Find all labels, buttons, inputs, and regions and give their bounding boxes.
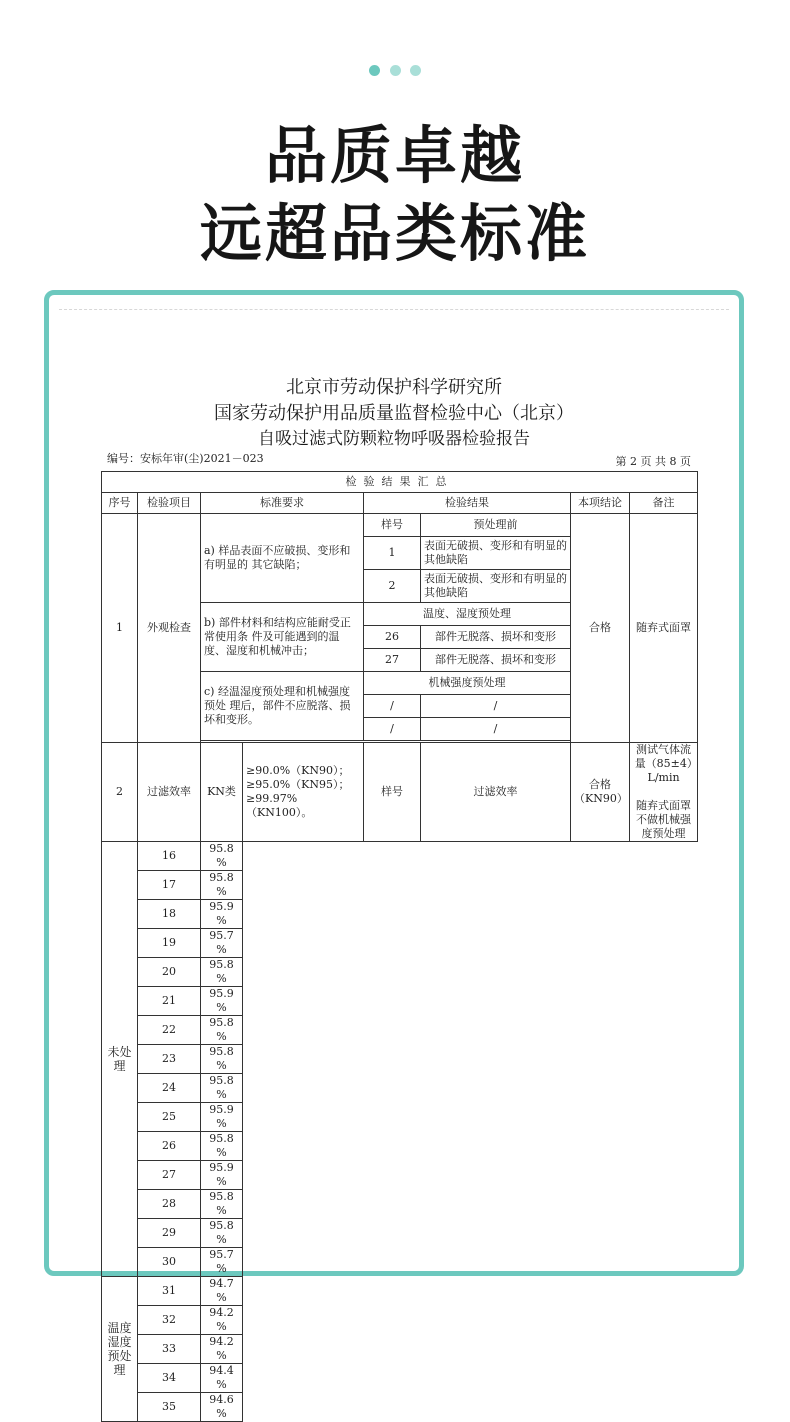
center-name: 国家劳动保护用品质量监督检验中心（北京） [214, 403, 574, 424]
s2-standard: ≥90.0%（KN90）；≥95.0%（KN95）；≥99.97%（KN100）。 [243, 743, 364, 842]
s1-c-header: 机械强度预处理 [364, 672, 571, 695]
s2-item: 过滤效率 [138, 743, 201, 842]
efficiency-value: 95.9 % [201, 1103, 243, 1132]
s1-b-sample: 26 [364, 626, 421, 649]
scan-edge [59, 309, 729, 310]
s1-a-result: 表面无破损、变形和有明显的其他缺陷 [421, 537, 571, 570]
efficiency-value: 94.6 % [201, 1393, 243, 1422]
header-standard: 标准要求 [201, 493, 364, 514]
efficiency-sample: 22 [138, 1016, 201, 1045]
s1-remark: 随弃式面罩 [630, 514, 698, 743]
group-untreated-label: 未处理 [102, 842, 138, 1277]
efficiency-rows [102, 842, 698, 1422]
efficiency-value: 95.8 % [201, 1045, 243, 1074]
dot-indicator-active[interactable] [369, 65, 380, 76]
efficiency-value: 95.7 % [201, 1248, 243, 1277]
s1-b-result: 部件无脱落、损坏和变形 [421, 626, 571, 649]
efficiency-value: 95.8 % [201, 1219, 243, 1248]
report-frame [44, 290, 744, 1420]
efficiency-sample: 24 [138, 1074, 201, 1103]
s2-remark [630, 743, 698, 842]
s1-b-sample: 27 [364, 649, 421, 672]
efficiency-sample: 32 [138, 1306, 201, 1335]
efficiency-value: 95.8 % [201, 1016, 243, 1045]
efficiency-sample: 27 [138, 1161, 201, 1190]
headline-line-2: 远超品类标准 [199, 197, 590, 270]
efficiency-sample: 30 [138, 1248, 201, 1277]
s1-c-sample: / [364, 718, 421, 741]
s1-a-sample: 2 [364, 570, 421, 603]
s1-standard-b: b) 部件材料和结构应能耐受正常使用条 件及可能遇到的温度、湿度和机械冲击； [201, 603, 364, 672]
s1-c-result: / [421, 695, 571, 718]
efficiency-sample: 25 [138, 1103, 201, 1132]
s1-b-header: 温度、湿度预处理 [364, 603, 571, 626]
efficiency-sample: 28 [138, 1190, 201, 1219]
efficiency-value: 95.8 % [201, 958, 243, 987]
efficiency-value: 95.9 % [201, 1161, 243, 1190]
efficiency-value: 94.4 % [201, 1364, 243, 1393]
carousel-dots [0, 61, 790, 80]
s2-eff-header: 过滤效率 [421, 743, 571, 842]
s1-pre-header: 预处理前 [421, 514, 571, 537]
s2-class: KN类 [201, 743, 243, 842]
efficiency-sample: 18 [138, 900, 201, 929]
efficiency-sample: 21 [138, 987, 201, 1016]
efficiency-value: 95.9 % [201, 987, 243, 1016]
group-treated-label: 温度湿度预处理 [102, 1277, 138, 1422]
efficiency-value: 95.8 % [201, 1132, 243, 1161]
efficiency-value: 95.7 % [201, 929, 243, 958]
s1-b-result: 部件无脱落、损坏和变形 [421, 649, 571, 672]
report-title: 自吸过滤式防颗粒物呼吸器检验报告 [258, 429, 530, 449]
s1-item: 外观检查 [138, 514, 201, 743]
efficiency-value: 94.2 % [201, 1306, 243, 1335]
s2-remark-note: 随弃式面罩不做机械强度预处理 [636, 799, 692, 840]
efficiency-value: 95.8 % [201, 1190, 243, 1219]
efficiency-value: 95.8 % [201, 842, 243, 871]
efficiency-sample: 31 [138, 1277, 201, 1306]
efficiency-sample: 16 [138, 842, 201, 871]
header-result: 检验结果 [364, 493, 571, 514]
summary-title: 检验结果汇总 [102, 472, 698, 493]
s1-standard-c: c) 经温湿度预处理和机械强度预处 理后，部件不应脱落、损坏和变形。 [201, 672, 364, 741]
s1-c-result: / [421, 718, 571, 741]
s1-a-sample: 1 [364, 537, 421, 570]
report-scan [49, 295, 739, 1420]
efficiency-sample: 17 [138, 871, 201, 900]
s2-conclusion-result: 合格 [589, 778, 611, 791]
efficiency-sample: 26 [138, 1132, 201, 1161]
header-remark: 备注 [630, 493, 698, 514]
efficiency-sample: 23 [138, 1045, 201, 1074]
report-serial: 编号：安标年审(尘)2021－023 [107, 452, 264, 465]
headline-line-1: 品质卓越 [264, 119, 525, 192]
s1-a-result: 表面无破损、变形和有明显的其他缺陷 [421, 570, 571, 603]
efficiency-sample: 34 [138, 1364, 201, 1393]
s1-c-sample: / [364, 695, 421, 718]
efficiency-value: 95.9 % [201, 900, 243, 929]
dot-indicator[interactable] [390, 65, 401, 76]
s1-no: 1 [102, 514, 138, 743]
s1-conclusion: 合格 [571, 514, 630, 743]
summary-table [101, 471, 698, 1422]
s2-no: 2 [102, 743, 138, 842]
efficiency-value: 95.8 % [201, 871, 243, 900]
efficiency-sample: 33 [138, 1335, 201, 1364]
institute-name: 北京市劳动保护科学研究所 [286, 377, 502, 398]
efficiency-sample: 20 [138, 958, 201, 987]
efficiency-value: 94.7 % [201, 1277, 243, 1306]
s1-standard-a: a) 样品表面不应破损、变形和有明显的 其它缺陷； [201, 514, 364, 603]
header-conclusion: 本项结论 [571, 493, 630, 514]
efficiency-value: 94.2 % [201, 1335, 243, 1364]
s2-conclusion-class: （KN90） [574, 792, 628, 805]
efficiency-value: 95.8 % [201, 1074, 243, 1103]
efficiency-sample: 35 [138, 1393, 201, 1422]
report-page: 第 2 页 共 8 页 [615, 455, 691, 468]
efficiency-sample: 29 [138, 1219, 201, 1248]
header-item: 检验项目 [138, 493, 201, 514]
header-no: 序号 [102, 493, 138, 514]
s2-sample-header: 样号 [364, 743, 421, 842]
efficiency-sample: 19 [138, 929, 201, 958]
s2-remark-flow: 测试气体流量（85±4）L/min [634, 743, 693, 784]
dot-indicator[interactable] [410, 65, 421, 76]
s2-conclusion [571, 743, 630, 842]
s1-sample-header: 样号 [364, 514, 421, 537]
